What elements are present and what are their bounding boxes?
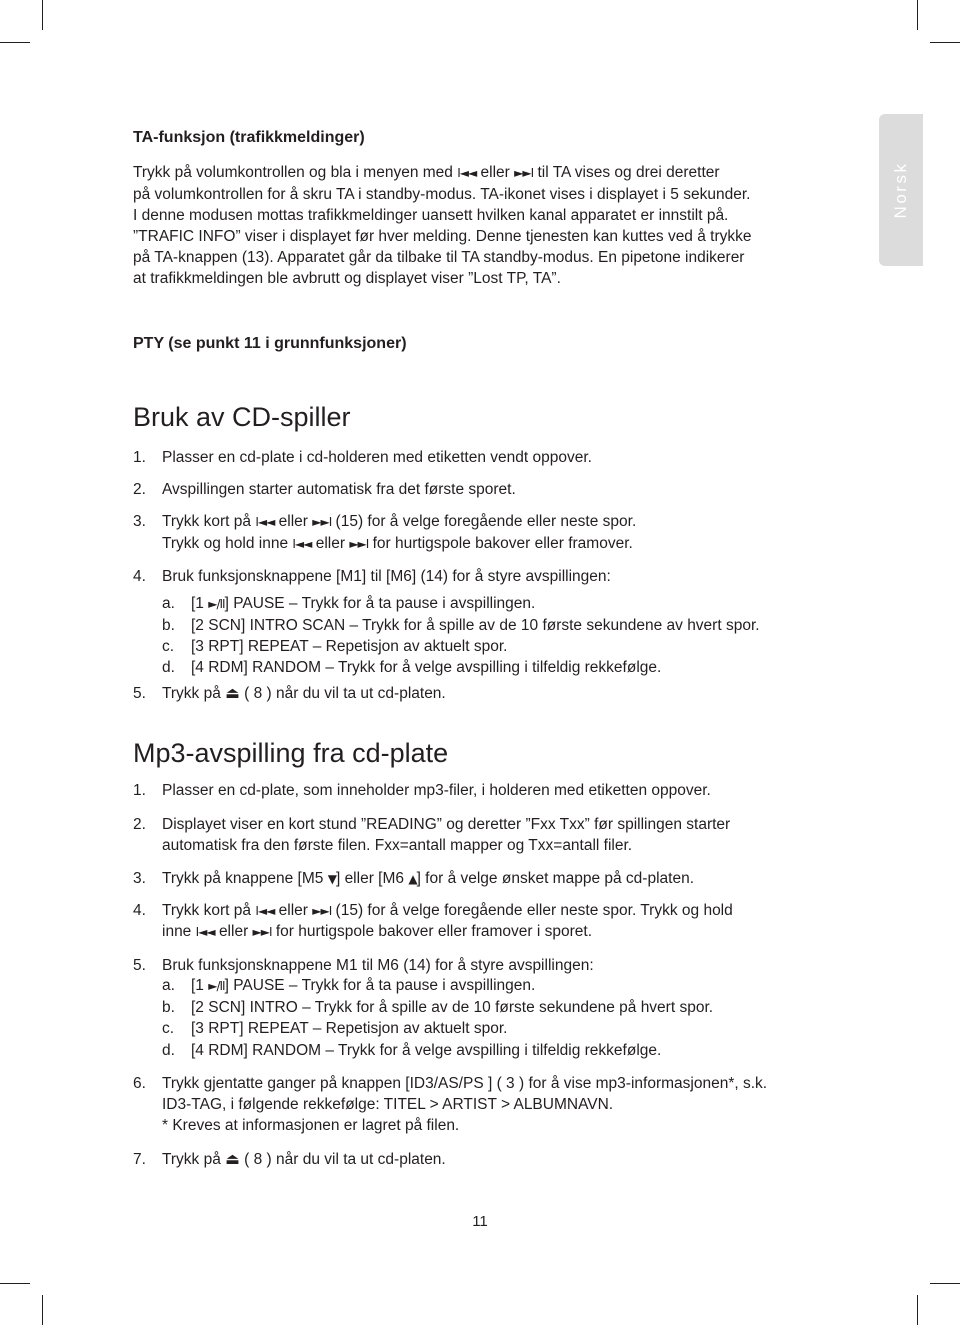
- mp3-heading: Mp3-avspilling fra cd-plate: [133, 738, 449, 768]
- play-pause-icon: ►/II: [208, 979, 225, 993]
- item-text-part: ( 8 ) når du vil ta ut cd-platen.: [244, 1151, 446, 1168]
- eject-icon: ⏏: [225, 1150, 240, 1168]
- sub-text: [3 RPT] REPEAT – Repetisjon av aktuelt spor.: [191, 1020, 508, 1037]
- prev-track-icon: I◄◄: [255, 904, 275, 918]
- crop-mark: [42, 1295, 43, 1325]
- item-text-part: eller: [218, 923, 249, 940]
- item-text: [162, 511, 636, 533]
- item-text-part: Trykk og hold inne: [162, 535, 289, 552]
- cd-subitem-d: [162, 657, 661, 678]
- item-text: automatisk fra den første filen. Fxx=antall mapper og Txx=antall filer.: [162, 837, 633, 854]
- item-text-part: eller: [278, 902, 308, 919]
- page-number: 11: [472, 1213, 488, 1230]
- sub-letter: b.: [162, 617, 175, 634]
- prev-track-icon: I◄◄: [292, 537, 312, 551]
- sub-text: [2 SCN] INTRO – Trykk for å spille av de 10 første sekundene på hvert spor.: [191, 999, 714, 1016]
- item-number: 1.: [133, 782, 146, 799]
- item-text: Avspillingen starter automatisk fra det første sporet.: [162, 481, 516, 498]
- ta-text: Trykk på volumkontrollen og bla i menyen med: [133, 164, 453, 181]
- sub-letter: d.: [162, 1042, 175, 1059]
- next-track-icon: ►►I: [349, 537, 369, 551]
- next-track-icon: ►►I: [312, 904, 332, 918]
- item-text: [162, 900, 733, 922]
- item-text-part: (15) for å velge foregående eller neste spor.: [335, 513, 637, 530]
- item-number: 1.: [133, 449, 146, 466]
- item-text: Trykk gjentatte ganger på knappen [ID3/AS/PS ] ( 3 ) for å vise mp3-informasjonen*, s.k.: [162, 1075, 768, 1092]
- item-text: Plasser en cd-plate i cd-holderen med etiketten vendt oppover.: [162, 449, 592, 466]
- item-number: 2.: [133, 481, 146, 498]
- ta-line: på volumkontrollen for å skru TA i standby-modus. TA-ikonet vises i displayet i 5 sekunder.: [133, 186, 751, 203]
- sub-letter: d.: [162, 659, 175, 676]
- crop-mark: [42, 0, 43, 30]
- sub-letter: a.: [162, 977, 175, 994]
- mp3-subitem-d: [162, 1040, 661, 1061]
- ta-line: I denne modusen mottas trafikkmeldinger uansett hvilken kanal apparatet er innstilt på.: [133, 207, 729, 224]
- ta-line: ”TRAFIC INFO” viser i displayet før hver melding. Denne tjenesten kan kuttes ved å trykke: [133, 228, 752, 245]
- item-number: 3.: [133, 870, 146, 887]
- item-number: 6.: [133, 1075, 146, 1092]
- crop-mark: [917, 1295, 918, 1325]
- mp3-subitem-a: [162, 975, 535, 997]
- sub-letter: b.: [162, 999, 175, 1016]
- mp3-subitem-c: [162, 1018, 507, 1039]
- cd-heading: Bruk av CD-spiller: [133, 402, 351, 432]
- sub-letter: c.: [162, 1020, 175, 1037]
- sub-text: [3 RPT] REPEAT – Repetisjon av aktuelt spor.: [191, 638, 508, 655]
- sub-text: [1: [191, 977, 204, 994]
- cd-subitem-b: [162, 615, 760, 636]
- next-track-icon: ►►I: [514, 166, 534, 180]
- crop-mark: [0, 1283, 30, 1284]
- item-text: [162, 921, 592, 943]
- sub-letter: a.: [162, 595, 175, 612]
- sub-letter: c.: [162, 638, 175, 655]
- item-text-part: ] eller [M6: [335, 870, 405, 887]
- item-text-part: Trykk kort på: [162, 513, 251, 530]
- crop-mark: [930, 42, 960, 43]
- item-text-part: inne: [162, 923, 192, 940]
- prev-track-icon: I◄◄: [255, 515, 275, 529]
- item-text-part: ] for å velge ønsket mappe på cd-platen.: [416, 870, 694, 887]
- item-number: 4.: [133, 902, 146, 919]
- item-text-part: for hurtigspole bakover eller framover i sporet.: [275, 923, 593, 940]
- item-text: [162, 533, 633, 555]
- sub-text: [2 SCN] INTRO SCAN – Trykk for å spille av de 10 første sekundene av hvert spor.: [191, 617, 760, 634]
- prev-track-icon: I◄◄: [195, 925, 215, 939]
- item-number: 5.: [133, 685, 146, 702]
- sub-text: ] PAUSE – Trykk for å ta pause i avspillingen.: [224, 595, 536, 612]
- item-text: [162, 683, 446, 704]
- down-arrow-icon: ▼: [327, 872, 336, 886]
- item-number: 7.: [133, 1151, 146, 1168]
- item-text-part: eller: [278, 513, 308, 530]
- sub-text: [4 RDM] RANDOM – Trykk for å velge avspilling i tilfeldig rekkefølge.: [191, 659, 662, 676]
- language-tab-label: Norsk: [891, 161, 910, 219]
- cd-subitem-a: [162, 593, 535, 615]
- sub-text: ] PAUSE – Trykk for å ta pause i avspillingen.: [224, 977, 536, 994]
- prev-track-icon: I◄◄: [457, 166, 477, 180]
- crop-mark: [930, 1283, 960, 1284]
- item-text: [162, 868, 694, 890]
- play-pause-icon: ►/II: [208, 597, 225, 611]
- ta-line: at trafikkmeldingen ble avbrutt og displayet viser ”Lost TP, TA”.: [133, 270, 561, 287]
- next-track-icon: ►►I: [312, 515, 332, 529]
- item-text: ID3-TAG, i følgende rekkefølge: TITEL > ARTIST > ALBUMNAVN.: [162, 1096, 614, 1113]
- up-arrow-icon: ▲: [408, 872, 417, 886]
- item-text-part: (15) for å velge foregående eller neste spor. Trykk og hold: [335, 902, 733, 919]
- item-text-part: Trykk på: [162, 1151, 221, 1168]
- item-text-part: Trykk på knappene [M5: [162, 870, 324, 887]
- ta-text: eller: [480, 164, 510, 181]
- item-text-part: for hurtigspole bakover eller framover.: [372, 535, 633, 552]
- item-number: 2.: [133, 816, 146, 833]
- item-text: [162, 1149, 446, 1170]
- ta-line: [133, 162, 853, 184]
- item-text: Bruk funksjonsknappene M1 til M6 (14) for å styre avspillingen:: [162, 957, 594, 974]
- next-track-icon: ►►I: [252, 925, 272, 939]
- item-text-part: ( 8 ) når du vil ta ut cd-platen.: [244, 685, 446, 702]
- eject-icon: ⏏: [225, 684, 240, 702]
- sub-text: [4 RDM] RANDOM – Trykk for å velge avspilling i tilfeldig rekkefølge.: [191, 1042, 662, 1059]
- pty-heading: PTY (se punkt 11 i grunnfunksjoner): [133, 335, 407, 352]
- sub-text: [1: [191, 595, 204, 612]
- item-number: 5.: [133, 957, 146, 974]
- item-number: 3.: [133, 513, 146, 530]
- item-number: 4.: [133, 568, 146, 585]
- item-text: Plasser en cd-plate, som inneholder mp3-filer, i holderen med etiketten oppover.: [162, 782, 711, 799]
- ta-line: på TA-knappen (13). Apparatet går da tilbake til TA standby-modus. En pipetone indikerer: [133, 249, 745, 266]
- cd-subitem-c: [162, 636, 507, 657]
- item-text: * Kreves at informasjonen er lagret på filen.: [162, 1117, 460, 1134]
- language-tab: [879, 114, 923, 266]
- item-text-part: eller: [315, 535, 345, 552]
- ta-text: til TA vises og drei deretter: [537, 164, 720, 181]
- item-text: Displayet viser en kort stund ”READING” og deretter ”Fxx Txx” før spillingen starter: [162, 816, 731, 833]
- item-text-part: Trykk på: [162, 685, 221, 702]
- ta-heading: TA-funksjon (trafikkmeldinger): [133, 129, 365, 146]
- crop-mark: [917, 0, 918, 30]
- item-text: Bruk funksjonsknappene [M1] til [M6] (14) for å styre avspillingen:: [162, 568, 611, 585]
- mp3-subitem-b: [162, 997, 713, 1018]
- ta-paragraph: [133, 162, 853, 289]
- item-text-part: Trykk kort på: [162, 902, 251, 919]
- crop-mark: [0, 42, 30, 43]
